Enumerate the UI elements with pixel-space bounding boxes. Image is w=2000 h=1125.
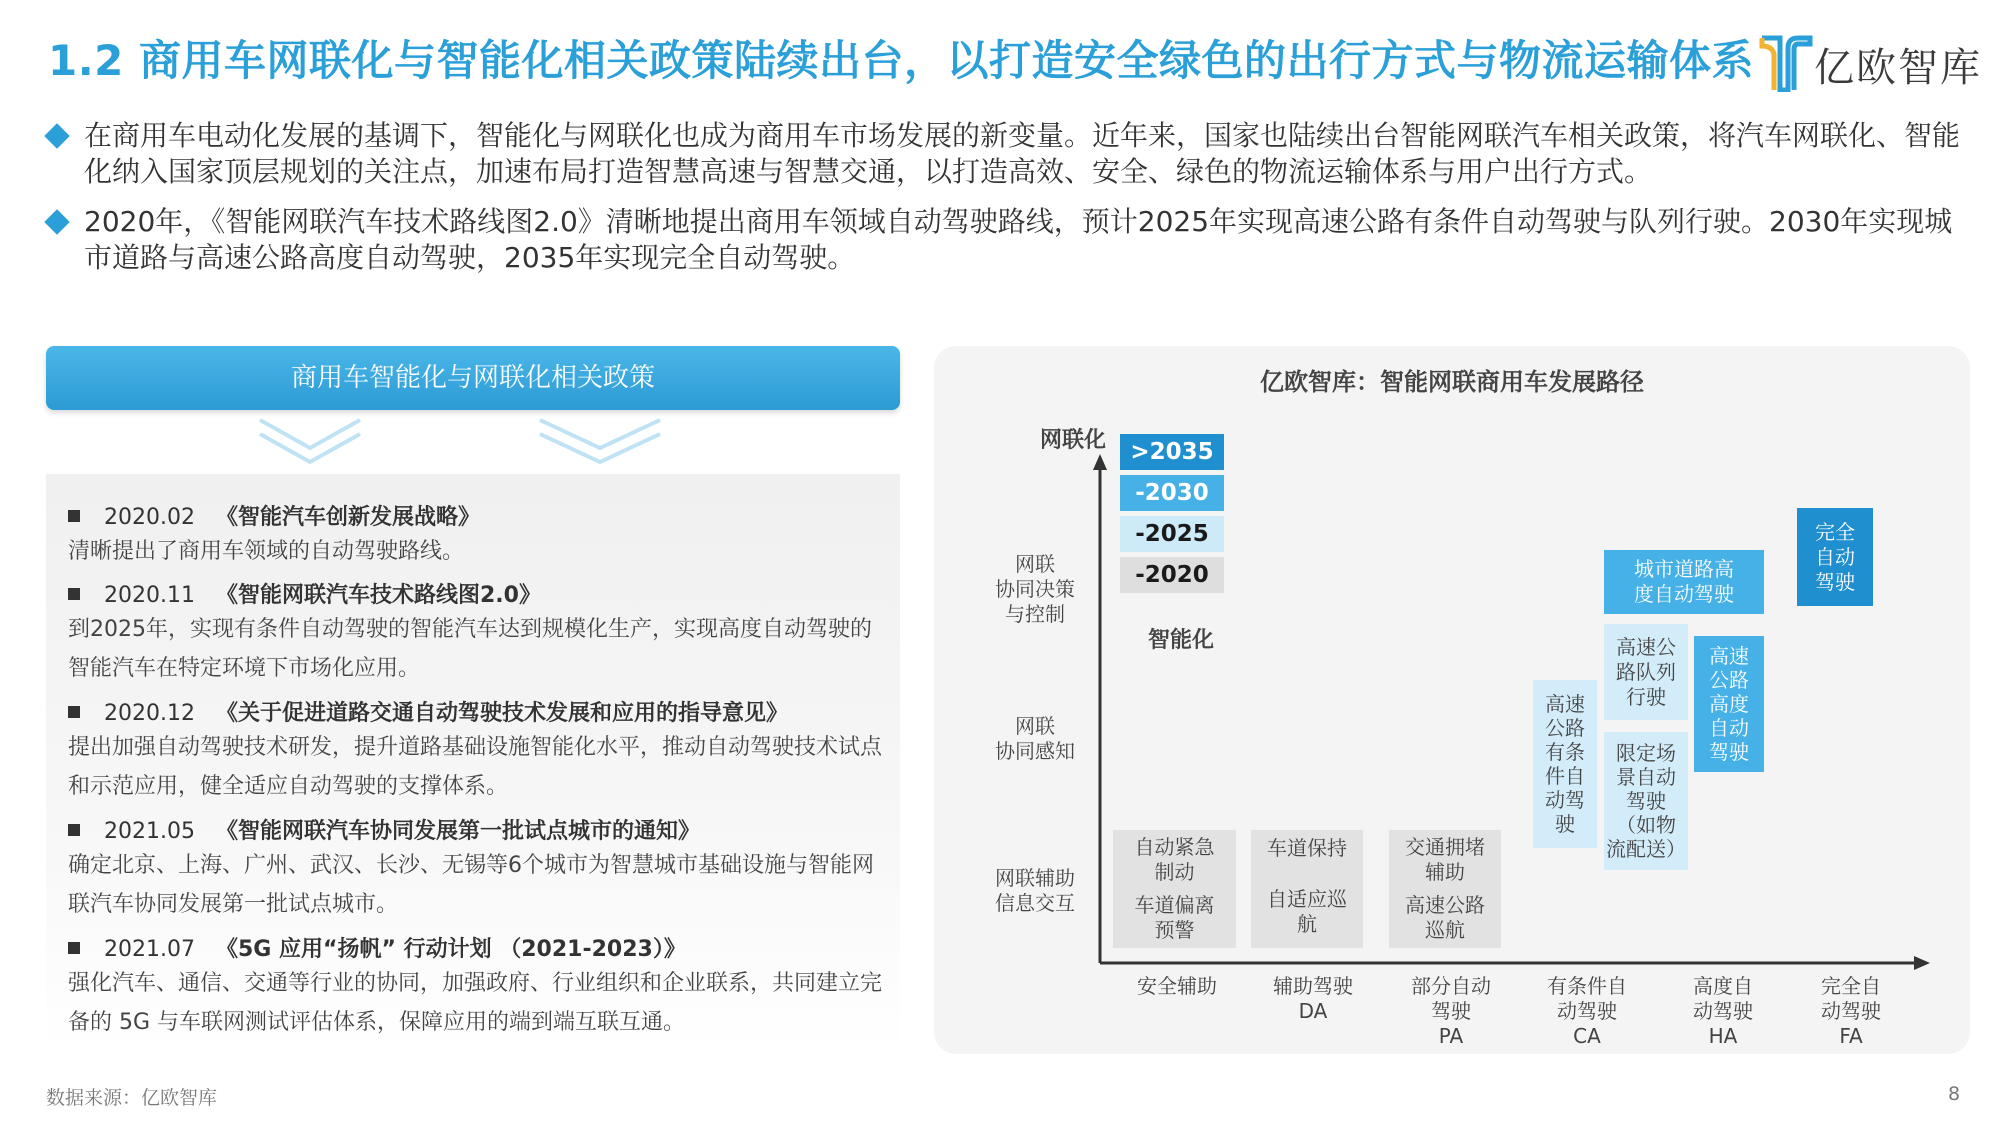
stage-box-da [1251, 830, 1363, 948]
square-bullet-icon [68, 510, 80, 522]
policy-desc: 提出加强自动驾驶技术研发，提升道路基础设施智能化水平，推动自动驾驶技术试点和示范应用，健全适应自动驾驶的支撑体系。 [68, 735, 883, 799]
box-text: 自动紧急 制动 [1134, 835, 1215, 884]
square-bullet-icon [68, 706, 80, 718]
box-text: 高速公路 巡航 [1405, 893, 1485, 942]
box-text: 车道偏离 预警 [1134, 893, 1215, 942]
legend-item: -2020 [1120, 557, 1224, 593]
logo [1758, 30, 1982, 92]
box-text: 车道保持 [1267, 836, 1347, 860]
x-level-label: 安全辅助 [1137, 974, 1217, 998]
y-level-label: 网联 协同感知 [995, 714, 1075, 763]
square-bullet-icon [68, 942, 80, 954]
page-number: 8 [1948, 1083, 1961, 1105]
legend-item: -2030 [1120, 475, 1224, 511]
policy-title: 2020.11 《智能网联汽车技术路线图2.0》 [68, 578, 541, 609]
stage-box-safety [1113, 830, 1236, 948]
diamond-bullet-icon [44, 123, 69, 148]
diagram-title: 亿欧智库：智能网联商用车发展路径 [1260, 368, 1644, 396]
bullet-item-1 [48, 118, 1978, 190]
diamond-bullet-icon [44, 209, 69, 234]
box-text: 自适应巡 航 [1267, 887, 1347, 936]
bullet-text: 2020年，《智能网联汽车技术路线图2.0》清晰地提出商用车领域自动驾驶路线，预计2025年实现高速公路有条件自动驾驶与队列行驶。2030年实现城市道路与高速公路高度自动驾驶，2035年实现完全自动驾驶。 [84, 205, 1953, 274]
source-note: 数据来源：亿欧智库 [46, 1087, 218, 1109]
square-bullet-icon [68, 588, 80, 600]
y-level-label: 网联辅助 信息交互 [995, 866, 1075, 915]
stage-box-ha-city: 城市道路高 度自动驾驶 [1604, 550, 1764, 614]
policy-desc: 确定北京、上海、广州、武汉、长沙、无锡等6个城市为智慧城市基础设施与智能网联汽车协同发展第一批试点城市。 [68, 853, 874, 917]
policy-title: 2020.12 《关于促进道路交通自动驾驶技术发展和应用的指导意见》 [68, 696, 788, 727]
box-text: 交通拥堵 辅助 [1405, 835, 1485, 884]
x-level-label: 完全自 动驾驶 FA [1821, 974, 1881, 1048]
bullet-item-2 [48, 204, 1978, 276]
legend-item: >2035 [1120, 434, 1224, 470]
stage-box-ca: 高速 公路 有条 件自 动驾 驶 [1533, 680, 1597, 848]
policy-list [46, 474, 900, 1054]
policy-title: 2021.07 《5G 应用“扬帆” 行动计划 （2021-2023）》 [68, 932, 686, 963]
logo-mark-icon [1758, 30, 1814, 92]
stage-box-ha-scene: 限定场 景自动 驾驶 （如物 流配送） [1604, 732, 1688, 870]
policy-desc: 清晰提出了商用车领域的自动驾驶路线。 [68, 539, 465, 564]
x-level-label: 辅助驾驶 DA [1273, 974, 1353, 1023]
stage-box-pa [1389, 830, 1501, 948]
x-level-label: 部分自动 驾驶 PA [1411, 974, 1491, 1048]
stage-box-ha-platoon: 高速公 路队列 行驶 [1604, 624, 1688, 720]
chevron-down-icon [250, 414, 710, 474]
stage-box-ha-highway: 高速 公路 高度 自动 驾驶 [1694, 636, 1764, 772]
x-axis-arrow-icon [1914, 956, 1930, 970]
policy-title: 2021.05 《智能网联汽车协同发展第一批试点城市的通知》 [68, 814, 700, 845]
x-axis-title: 智能化 [1147, 628, 1214, 653]
policy-title: 2020.02 《智能汽车创新发展战略》 [68, 500, 480, 531]
stage-box-fa: 完全 自动 驾驶 [1797, 508, 1873, 606]
y-level-label: 网联 协同决策 与控制 [995, 552, 1075, 626]
x-level-label: 有条件自 动驾驶 CA [1547, 974, 1627, 1048]
page-title: 1.2 商用车网联化与智能化相关政策陆续出台，以打造安全绿色的出行方式与物流运输体系 [48, 36, 1755, 85]
y-axis-arrow-icon [1093, 454, 1107, 470]
square-bullet-icon [68, 824, 80, 836]
x-level-label: 高度自 动驾驶 HA [1693, 974, 1753, 1048]
logo-text: 亿欧智库 [1814, 45, 1982, 91]
legend-item: -2025 [1120, 516, 1224, 552]
policy-desc: 到2025年，实现有条件自动驾驶的智能汽车达到规模化生产，实现高度自动驾驶的智能汽车在特定环境下市场化应用。 [68, 617, 872, 681]
policy-panel-header: 商用车智能化与网联化相关政策 [46, 346, 900, 410]
policy-desc: 强化汽车、通信、交通等行业的协同，加强政府、行业组织和企业联系，共同建立完备的 5G 与车联网测试评估体系，保障应用的端到端互联互通。 [68, 971, 883, 1035]
bullet-text: 在商用车电动化发展的基调下，智能化与网联化也成为商用车市场发展的新变量。近年来，国家也陆续出台智能网联汽车相关政策，将汽车网联化、智能化纳入国家顶层规划的关注点，加速布局打造智慧高速与智慧交通，以打造高效、安全、绿色的物流运输体系与用户出行方式。 [84, 119, 1961, 188]
y-axis-title: 网联化 [1039, 428, 1106, 453]
